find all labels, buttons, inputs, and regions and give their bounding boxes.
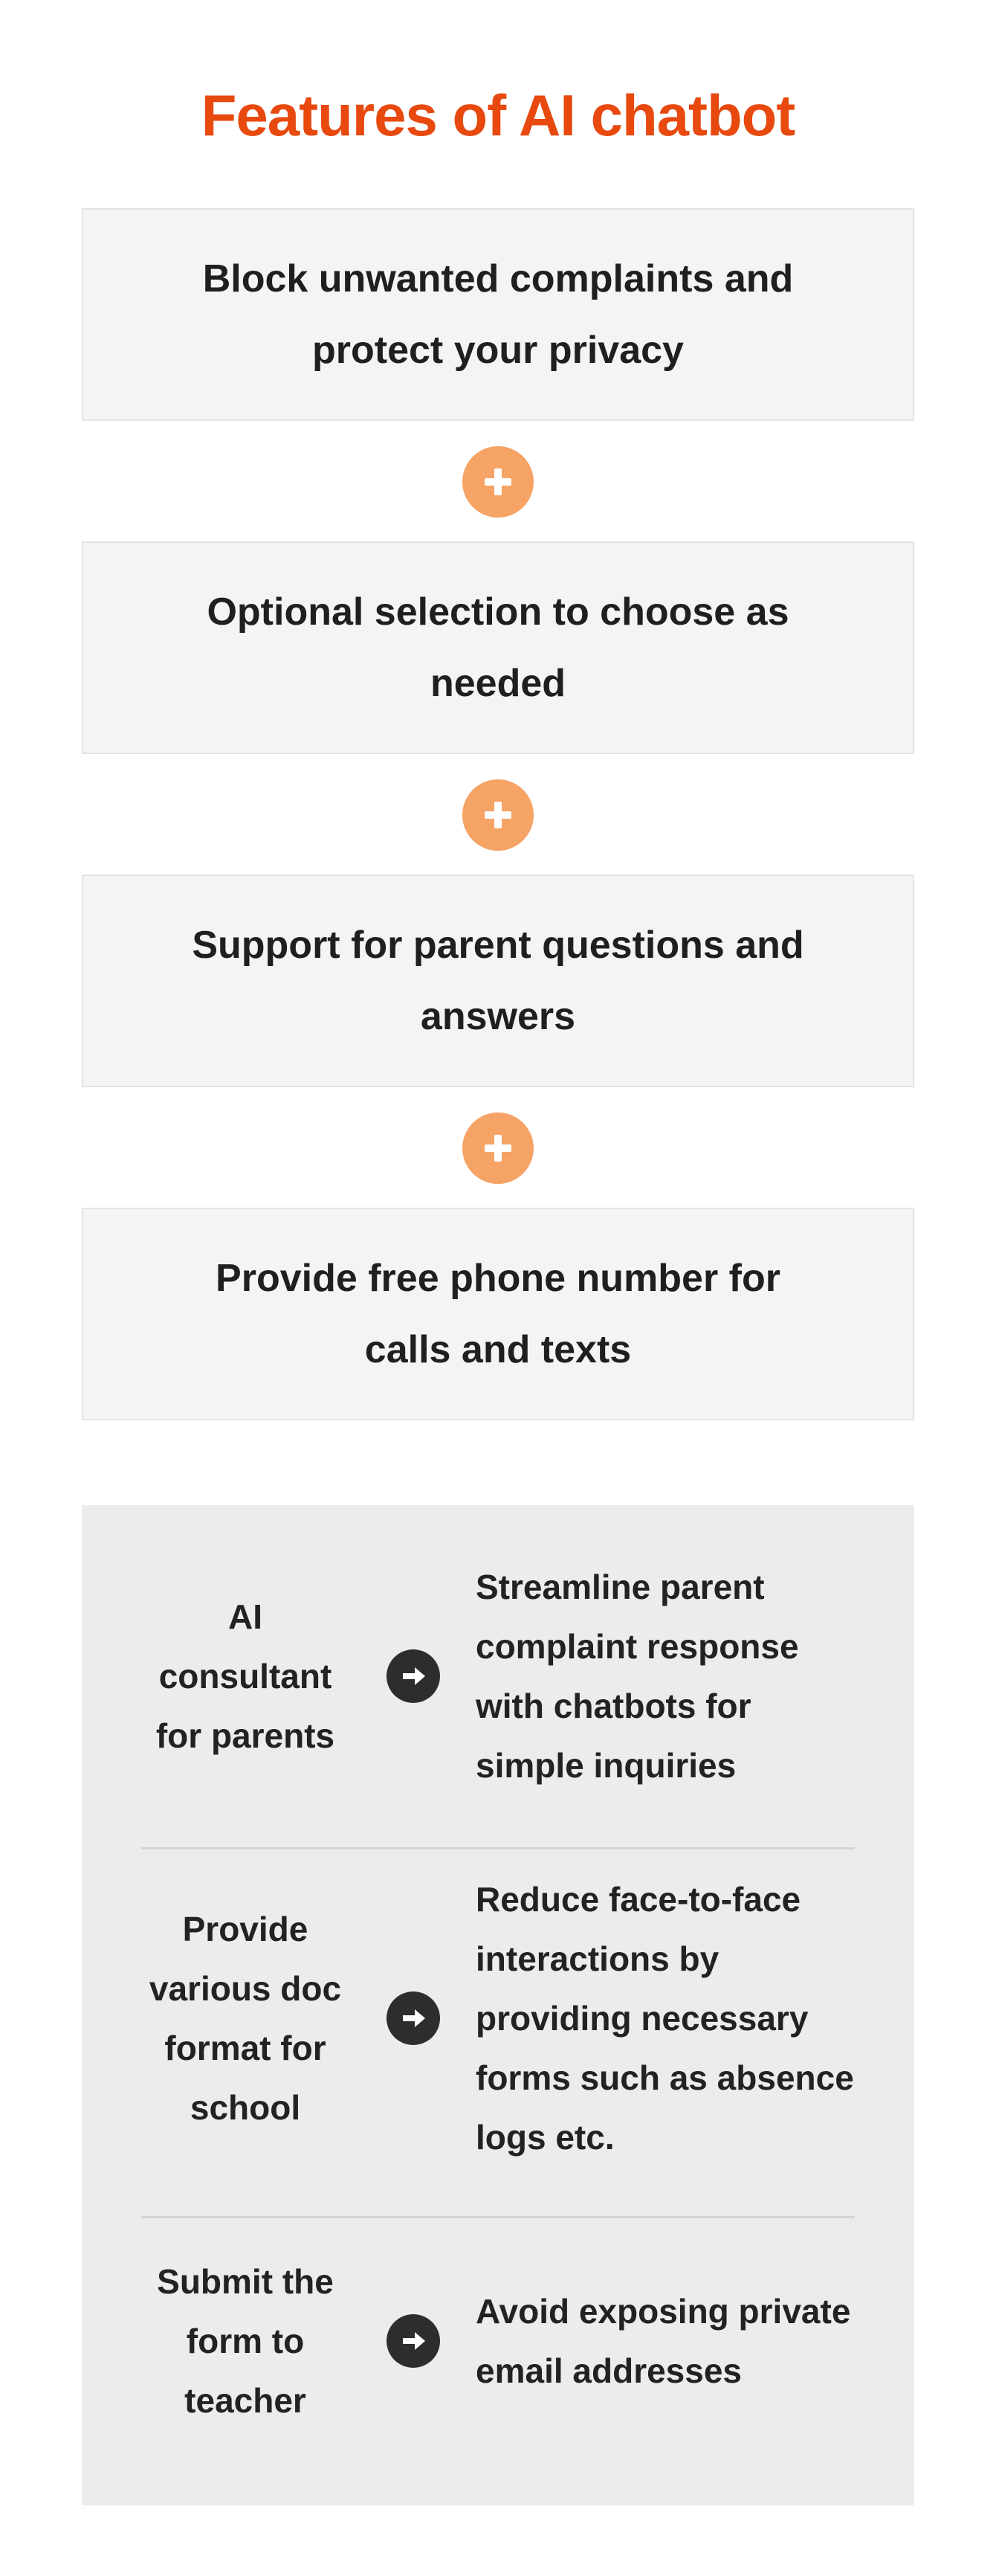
arrow-right-icon <box>387 2314 440 2368</box>
row-divider <box>141 1847 855 1849</box>
feature-text: Provide free phone number for calls and texts <box>216 1257 780 1371</box>
row-benefit-text: Avoid exposing private email addresses <box>476 2292 851 2390</box>
row-feature-label: Submit the form to teacher <box>157 2262 334 2420</box>
feature-card <box>82 541 914 754</box>
plus-icon <box>462 446 534 518</box>
arrow-right-icon <box>387 1649 440 1703</box>
row-benefit-text: Reduce face-to-face interactions by providing necessary forms such as absence logs etc. <box>476 1880 854 2157</box>
comparison-row <box>141 1870 855 2167</box>
feature-card <box>82 1208 914 1420</box>
comparison-row <box>141 2246 855 2436</box>
feature-text: Optional selection to choose as needed <box>207 590 789 705</box>
feature-card <box>82 208 914 421</box>
feature-card <box>82 875 914 1087</box>
feature-text: Block unwanted complaints and protect your privacy <box>202 257 794 372</box>
row-divider <box>141 2216 855 2218</box>
feature-text: Support for parent questions and answers <box>192 924 804 1038</box>
row-feature-label: Provide various doc format for school <box>149 1910 342 2127</box>
page-title: Features of AI chatbot <box>201 83 795 148</box>
plus-icon <box>462 1112 534 1184</box>
plus-icon <box>462 779 534 851</box>
comparison-panel <box>82 1505 914 2505</box>
row-feature-label: AI consultant for parents <box>155 1597 335 1755</box>
row-benefit-text: Streamline parent complaint response with chatbots for simple inquiries <box>476 1568 799 1785</box>
comparison-row <box>141 1557 855 1795</box>
arrow-right-icon <box>387 1991 440 2045</box>
